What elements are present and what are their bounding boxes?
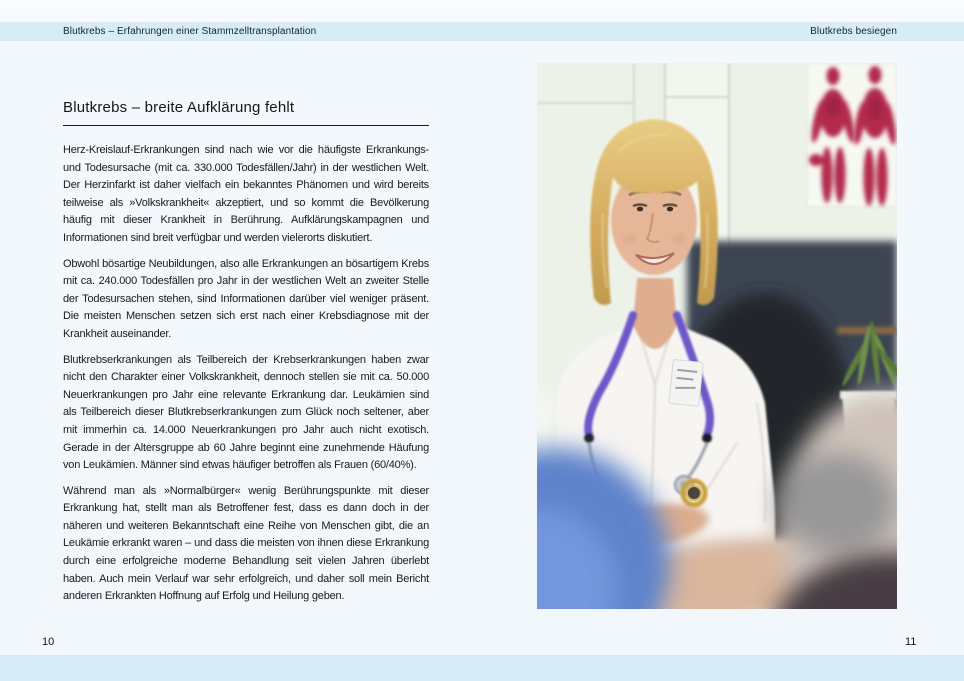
id-badge: [669, 359, 703, 406]
footer-band: [0, 655, 964, 681]
article-paragraph-2: Obwohl bösartige Neubildungen, also alle Erkrankungen an bösartigem Krebs mit ca. 240.000 Todesfällen pro Jahr in der westlichen Welt an zweiter Stelle der Todesursachen stehen, sind Informationen darüber viel weniger präsent. Die meisten Menschen setzen sich erst nach einer Krebsdiagnose mit der Krankheit auseinander.: [63, 257, 429, 340]
article-heading: Blutkrebs – breite Aufklärung fehlt: [63, 99, 295, 116]
heading-rule: [63, 125, 429, 126]
header-right-title: Blutkrebs besiegen: [810, 26, 897, 37]
article-paragraph-3: Blutkrebserkrankungen als Teilbereich der Krebserkrankungen haben zwar nicht den Charakter einer Volkskrankheit, dennoch stellen sie mit ca. 50.000 Neuerkrankungen pro Jahr eine relevante Erkrankung dar. Leukämien sind als Teilbereich dieser Blutkrebserkrankungen zum Glück noch seltener, aber mit immerhin ca. 14.000 Neuerkrankungen pro Jahr auch nicht exotisch. Gerade in der Altersgruppe ab 60 Jahre beginnt eine zunehmende Häufung von Leukämien. Männer sind etwas häufiger betroffen als Frauen (60/40%).: [63, 353, 429, 472]
page-number-right: 11: [905, 636, 917, 648]
background-blur: [777, 453, 897, 553]
article-paragraph-4: Während man als »Normalbürger« wenig Berührungspunkte mit dieser Erkrankung hat, stellt man als Betroffener fest, dass es dann doch in der näheren und weiteren Bekanntschaft eine Reihe von Menschen gibt, die an Leukämie erkrankt waren – und dass die meisten von ihnen diese Erkrankung durch eine erfolgreiche moderne Behandlung seit vielen Jahren überlebt haben. Auch mein Verlauf war sehr erfolgreich, und daher soll mein Bericht anderen Erkrankten Hoffnung auf Erfolg und Heilung geben.: [63, 484, 429, 603]
doctor-photo: [537, 63, 897, 609]
doctor-photo-illustration: [537, 63, 897, 609]
page-number-left: 10: [42, 636, 55, 648]
article-paragraph-1: Herz-Kreislauf-Erkrankungen sind nach wie vor die häufigste Erkrankungs- und Todesursache (mit ca. 330.000 Todesfällen/Jahr) in der westlichen Welt. Der Herzinfarkt ist daher vielfach ein bekanntes Phänomen und wird bereits teilweise als »Volkskrankheit« akzeptiert, und so kommt die Bevölkerung häufig mit dieser Krankheit in Berührung. Aufklärungskampagnen und Informationen sind breit verfügbar und werden vielerorts diskutiert.: [63, 144, 429, 244]
anatomy-poster: [807, 63, 897, 207]
header-left-title: Blutkrebs – Erfahrungen einer Stammzelltransplantation: [63, 26, 317, 37]
article-column: [63, 99, 429, 614]
